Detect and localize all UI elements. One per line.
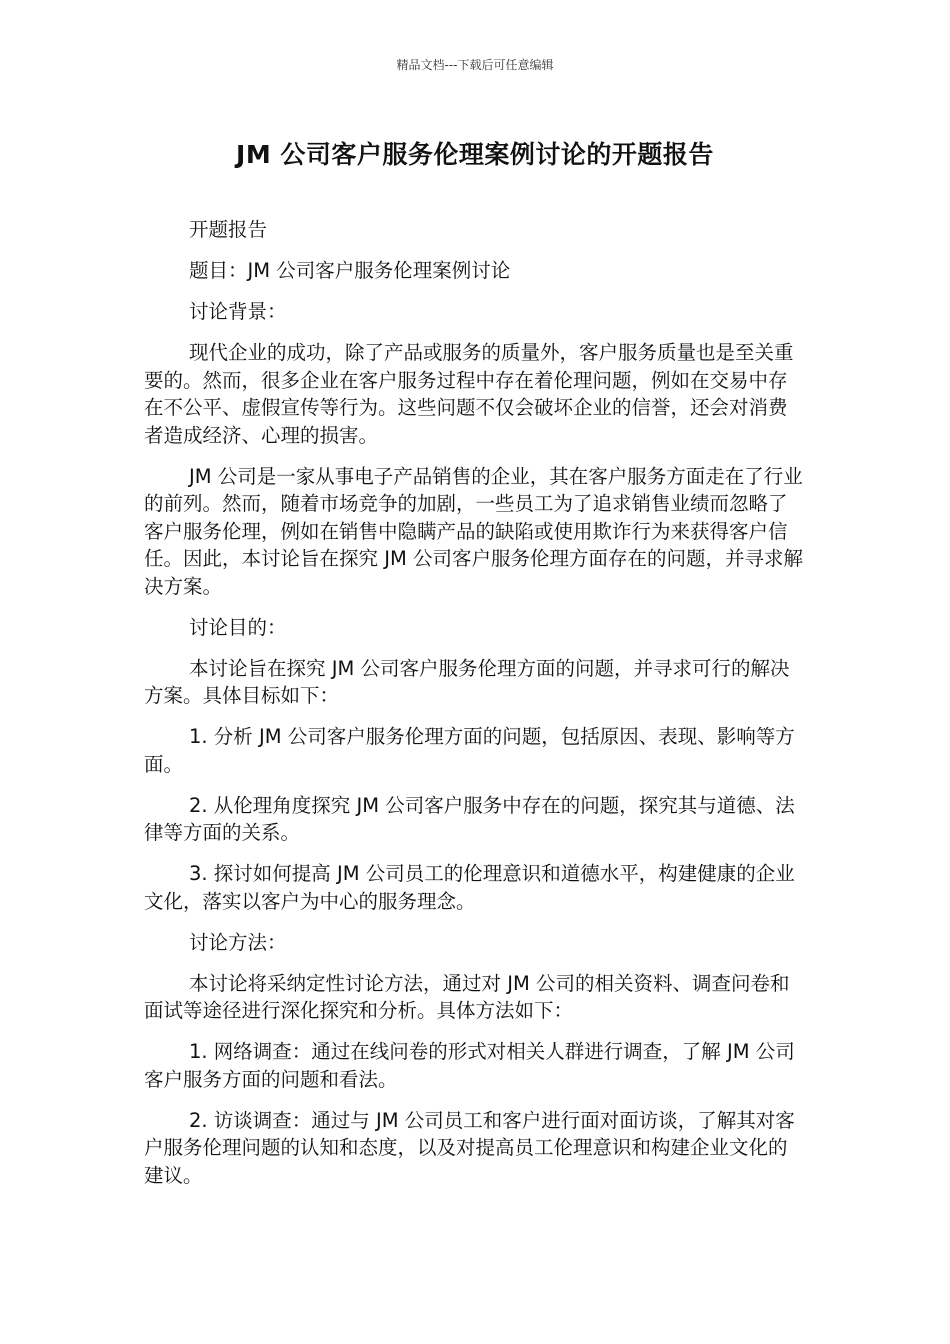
paragraph-purpose-intro: 本讨论旨在探究 JM 公司客户服务伦理方面的问题，并寻求可行的解决方案。具体目标如下： [144,656,790,707]
paragraph-topic: 题目：JM 公司客户服务伦理案例讨论 [189,259,511,282]
paragraph-method-intro: 本讨论将采纳定性讨论方法，通过对 JM 公司的相关资料、调查问卷和面试等途径进行深化探究和分析。具体方法如下： [144,971,790,1022]
paragraph-report-label: 开题报告 [189,218,268,241]
section-heading-background: 讨论背景： [189,300,287,323]
document-title: JM 公司客户服务伦理案例讨论的开题报告 [236,140,714,169]
method-item-2: 2. 访谈调查：通过与 JM 公司员工和客户进行面对面访谈，了解其对客户服务伦理问题的认知和态度，以及对提高员工伦理意识和构建企业文化的建议。 [144,1108,795,1187]
page-header: 精品文档---下载后可任意编辑 [396,58,554,72]
method-item-1: 1. 网络调查：通过在线问卷的形式对相关人群进行调查，了解 JM 公司客户服务方面的问题和看法。 [144,1040,795,1091]
purpose-item-1: 1. 分析 JM 公司客户服务伦理方面的问题，包括原因、表现、影响等方面。 [144,725,795,776]
section-heading-purpose: 讨论目的： [189,615,287,639]
paragraph-background-2: JM 公司是一家从事电子产品销售的企业，其在客户服务方面走在了行业的前列。然而，随着市场竞争的加剧，一些员工为了追求销售业绩而忽略了客户服务伦理，例如在销售中隐瞒产品的缺陷或使用欺诈行为来获得客户信任。因此，本讨论旨在探究 JM 公司客户服务伦理方面存在的问题，并寻求解决方案。 [144,464,803,598]
paragraph-background-1: 现代企业的成功，除了产品或服务的质量外，客户服务质量也是至关重要的。然而，很多企业在客户服务过程中存在着伦理问题，例如在交易中存在不公平、虚假宣传等行为。这些问题不仅会破坏企业的信誉，还会对消费者造成经济、心理的损害。 [144,341,794,447]
document-body [144,216,806,1203]
purpose-item-2: 2. 从伦理角度探究 JM 公司客户服务中存在的问题，探究其与道德、法律等方面的关系。 [144,793,795,844]
purpose-item-3: 3. 探讨如何提高 JM 公司员工的伦理意识和道德水平，构建健康的企业文化，落实以客户为中心的服务理念。 [144,862,795,913]
section-heading-method: 讨论方法： [189,930,287,954]
